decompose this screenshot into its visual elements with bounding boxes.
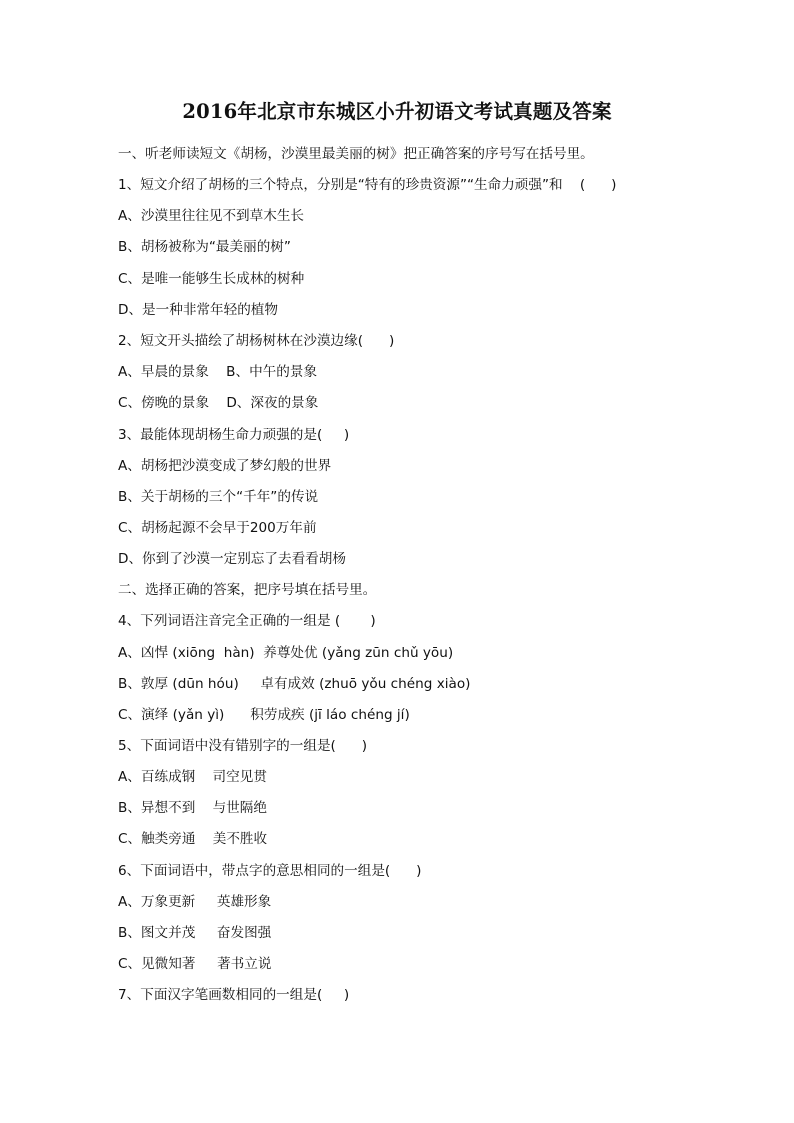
question-3-option-b: B、关于胡杨的三个“千年”的传说: [118, 489, 319, 505]
section-2-heading: 二、选择正确的答案，把序号填在括号里。: [118, 582, 377, 598]
question-2-options-ab: A、早晨的景象 B、中午的景象: [118, 364, 318, 380]
question-2: 2、短文开头描绘了胡杨树林在沙漠边缘( ): [118, 333, 395, 349]
question-3-option-c: C、胡杨起源不会早于200万年前: [118, 520, 317, 536]
question-2-options-cd: C、傍晚的景象 D、深夜的景象: [118, 395, 319, 411]
question-6-option-c: C、见微知著 著书立说: [118, 956, 272, 972]
question-1-option-d: D、是一种非常年轻的植物: [118, 302, 278, 318]
question-7: 7、下面汉字笔画数相同的一组是( ): [118, 987, 350, 1003]
question-5: 5、下面词语中没有错别字的一组是( ): [118, 738, 368, 754]
question-1: 1、短文介绍了胡杨的三个特点，分别是“特有的珍贵资源”“生命力顽强”和 ( ): [118, 177, 617, 193]
question-4-option-a: A、凶悍 (xiōng hàn) 养尊处优 (yǎng zūn chǔ yōu): [118, 645, 454, 661]
question-3: 3、最能体现胡杨生命力顽强的是( ): [118, 427, 350, 443]
question-5-option-c: C、触类旁通 美不胜收: [118, 831, 268, 847]
question-3-option-a: A、胡杨把沙漠变成了梦幻般的世界: [118, 458, 332, 474]
question-5-option-b: B、异想不到 与世隔绝: [118, 800, 267, 816]
question-4-option-b: B、敦厚 (dūn hóu) 卓有成效 (zhuō yǒu chéng xiào): [118, 676, 471, 692]
section-1-heading: 一、听老师读短文《胡杨，沙漠里最美丽的树》把正确答案的序号写在括号里。: [118, 146, 594, 162]
question-6-option-b: B、图文并茂 奋发图强: [118, 925, 272, 941]
question-1-option-c: C、是唯一能够生长成林的树种: [118, 271, 305, 287]
question-5-option-a: A、百练成钢 司空见贯: [118, 769, 267, 785]
question-6-option-a: A、万象更新 英雄形象: [118, 894, 272, 910]
question-4-option-c: C、演绎 (yǎn yì) 积劳成疾 (jī láo chéng jí): [118, 707, 410, 723]
question-6: 6、下面词语中，带点字的意思相同的一组是( ): [118, 863, 422, 879]
page-title: 2016年北京市东城区小升初语文考试真题及答案: [182, 100, 612, 123]
question-3-option-d: D、你到了沙漠一定别忘了去看看胡杨: [118, 551, 346, 567]
question-4: 4、下列词语注音完全正确的一组是 ( ): [118, 613, 376, 629]
question-1-option-b: B、胡杨被称为“最美丽的树”: [118, 239, 291, 255]
question-1-option-a: A、沙漠里往往见不到草木生长: [118, 208, 305, 224]
